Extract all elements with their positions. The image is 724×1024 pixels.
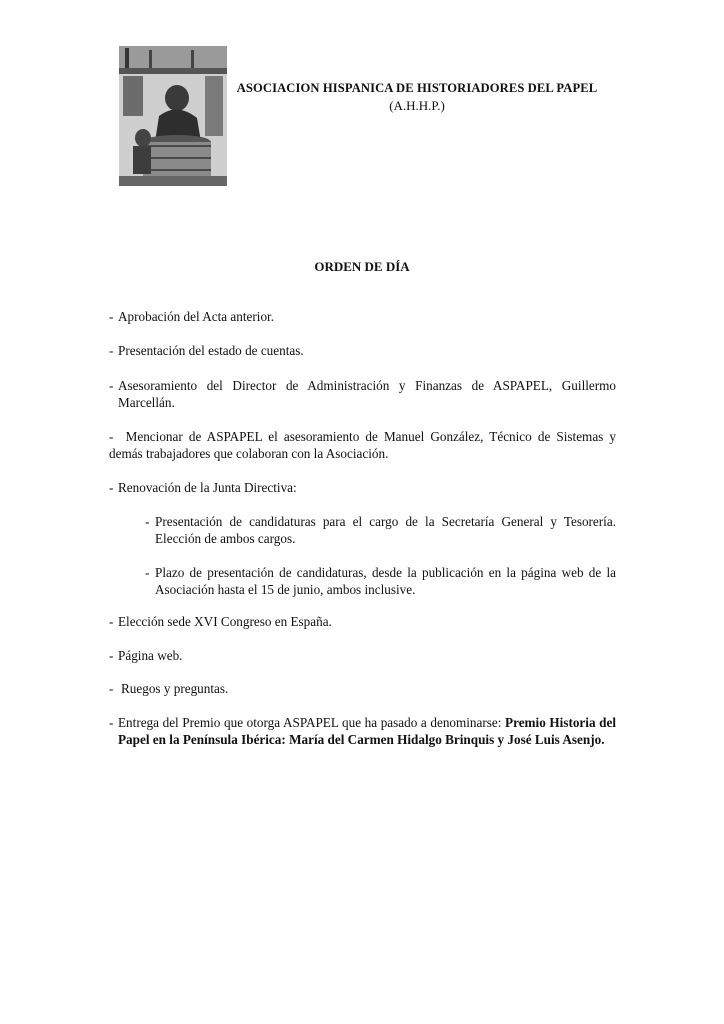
agenda-item [109, 613, 616, 630]
list-dash: - [145, 565, 150, 580]
list-dash: - [109, 648, 114, 663]
agenda-subitem [145, 564, 616, 598]
agenda-item-text: Mencionar de ASPAPEL el asesoramiento de Manuel González, Técnico de Sistemas y demás trabajadores que colaboran con la Asociación. [109, 429, 617, 461]
agenda-item [109, 479, 616, 496]
organization-header [232, 80, 602, 114]
agenda-item-text: Página web. [118, 648, 183, 663]
agenda-item [109, 428, 616, 462]
papermaker-engraving-icon [119, 46, 227, 186]
list-dash: - [109, 614, 114, 629]
award-name: Premio Historia del Papel en la Península Ibérica: María del Carmen Hidalgo Brinquis y José Luis Asenjo. [118, 715, 616, 747]
list-dash: - [109, 309, 114, 324]
agenda-item [109, 714, 616, 748]
agenda-item [109, 342, 616, 359]
list-dash: - [109, 429, 114, 444]
organization-abbreviation: (A.H.H.P.) [389, 98, 445, 113]
agenda-item-text: Ruegos y preguntas. [121, 681, 229, 696]
agenda-title: ORDEN DE DÍA [314, 259, 410, 274]
list-dash: - [145, 514, 150, 529]
agenda-item-text: Aprobación del Acta anterior. [118, 309, 274, 324]
agenda-item-text-flow [109, 429, 616, 461]
agenda-item-text: Entrega del Premio que otorga ASPAPEL que ha pasado a denominarse: [118, 715, 502, 730]
list-dash: - [109, 480, 114, 495]
agenda-item-text: Elección sede XVI Congreso en España. [118, 614, 332, 629]
agenda-subitem [145, 513, 616, 547]
agenda-item-text-block [109, 714, 616, 748]
agenda-subitem-text: Presentación de candidaturas para el cargo de la Secretaría General y Tesorería. Elección de ambos cargos. [155, 514, 616, 546]
list-dash: - [109, 343, 114, 358]
list-dash: - [109, 378, 114, 393]
organization-name: ASOCIACION HISPANICA DE HISTORIADORES DEL PAPEL [236, 81, 598, 95]
agenda-item [109, 680, 616, 697]
agenda-item [109, 377, 616, 411]
list-dash: - [109, 681, 114, 696]
agenda-item-text: Renovación de la Junta Directiva: [118, 480, 297, 495]
agenda-item [109, 308, 616, 325]
list-dash: - [109, 715, 114, 730]
agenda-item [109, 647, 616, 664]
agenda-item-text: Presentación del estado de cuentas. [118, 343, 304, 358]
agenda-subitem-text: Plazo de presentación de candidaturas, desde la publicación en la página web de la Asociación hasta el 15 de junio, ambos inclusive. [155, 565, 616, 597]
agenda-item-text: Asesoramiento del Director de Administración y Finanzas de ASPAPEL, Guillermo Marcellán. [118, 378, 616, 410]
